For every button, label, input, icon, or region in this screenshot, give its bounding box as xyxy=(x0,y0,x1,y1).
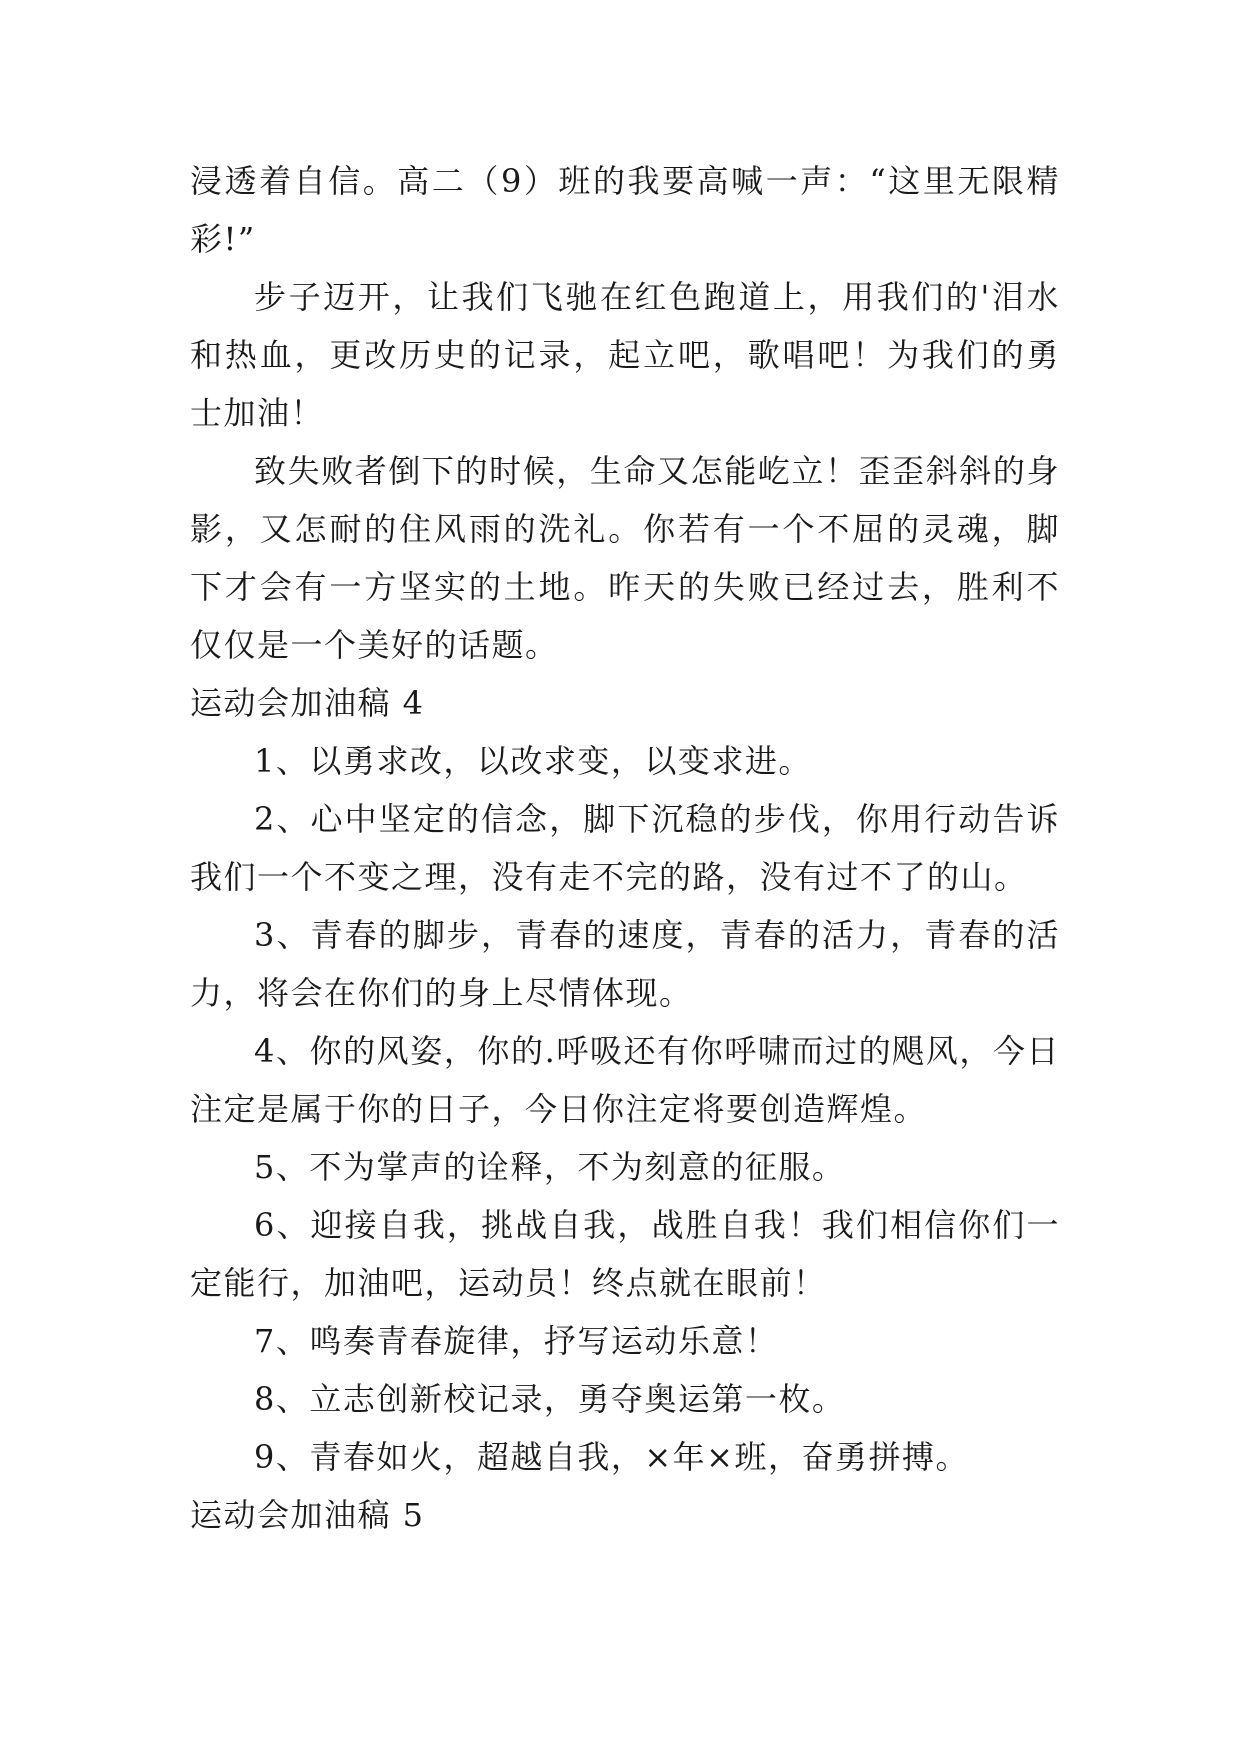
list-item: 9、青春如火，超越自我，×年×班，奋勇拼搏。 xyxy=(254,1438,969,1476)
list-item: 4、你的风姿，你的.呼吸还有你呼啸而过的飓风，今日注定是属于你的日子，今日你注定将要创造辉煌。 xyxy=(190,1032,1060,1128)
list-item: 5、不为掌声的诠释，不为刻意的征服。 xyxy=(254,1148,846,1186)
list-item: 7、鸣奏青春旋律，抒写运动乐意！ xyxy=(254,1322,779,1360)
list-item: 1、以勇求改，以改求变，以变求进。 xyxy=(254,742,812,780)
section-heading: 运动会加油稿 5 xyxy=(190,1496,425,1534)
list-item: 8、立志创新校记录，勇夺奥运第一枚。 xyxy=(254,1380,846,1418)
section-heading: 运动会加油稿 4 xyxy=(190,684,425,722)
paragraph: 致失败者倒下的时候，生命又怎能屹立！歪歪斜斜的身影，又怎耐的住风雨的洗礼。你若有一个不屈的灵魂，脚下才会有一方坚实的土地。昨天的失败已经过去，胜利不仅仅是一个美好的话题。 xyxy=(190,452,1060,664)
list-item: 3、青春的脚步，青春的速度，青春的活力，青春的活力，将会在你们的身上尽情体现。 xyxy=(190,916,1060,1012)
document-body xyxy=(190,152,1060,1544)
list-item: 6、迎接自我，挑战自我，战胜自我！我们相信你们一定能行，加油吧，运动员！终点就在眼前！ xyxy=(190,1206,1060,1302)
list-item: 2、心中坚定的信念，脚下沉稳的步伐，你用行动告诉我们一个不变之理，没有走不完的路，没有过不了的山。 xyxy=(190,800,1060,896)
paragraph: 浸透着自信。高二（9）班的我要高喊一声：“这里无限精彩!” xyxy=(190,162,1060,258)
paragraph: 步子迈开，让我们飞驰在红色跑道上，用我们的'泪水和热血，更改历史的记录，起立吧，歌唱吧！为我们的勇士加油！ xyxy=(190,278,1060,432)
